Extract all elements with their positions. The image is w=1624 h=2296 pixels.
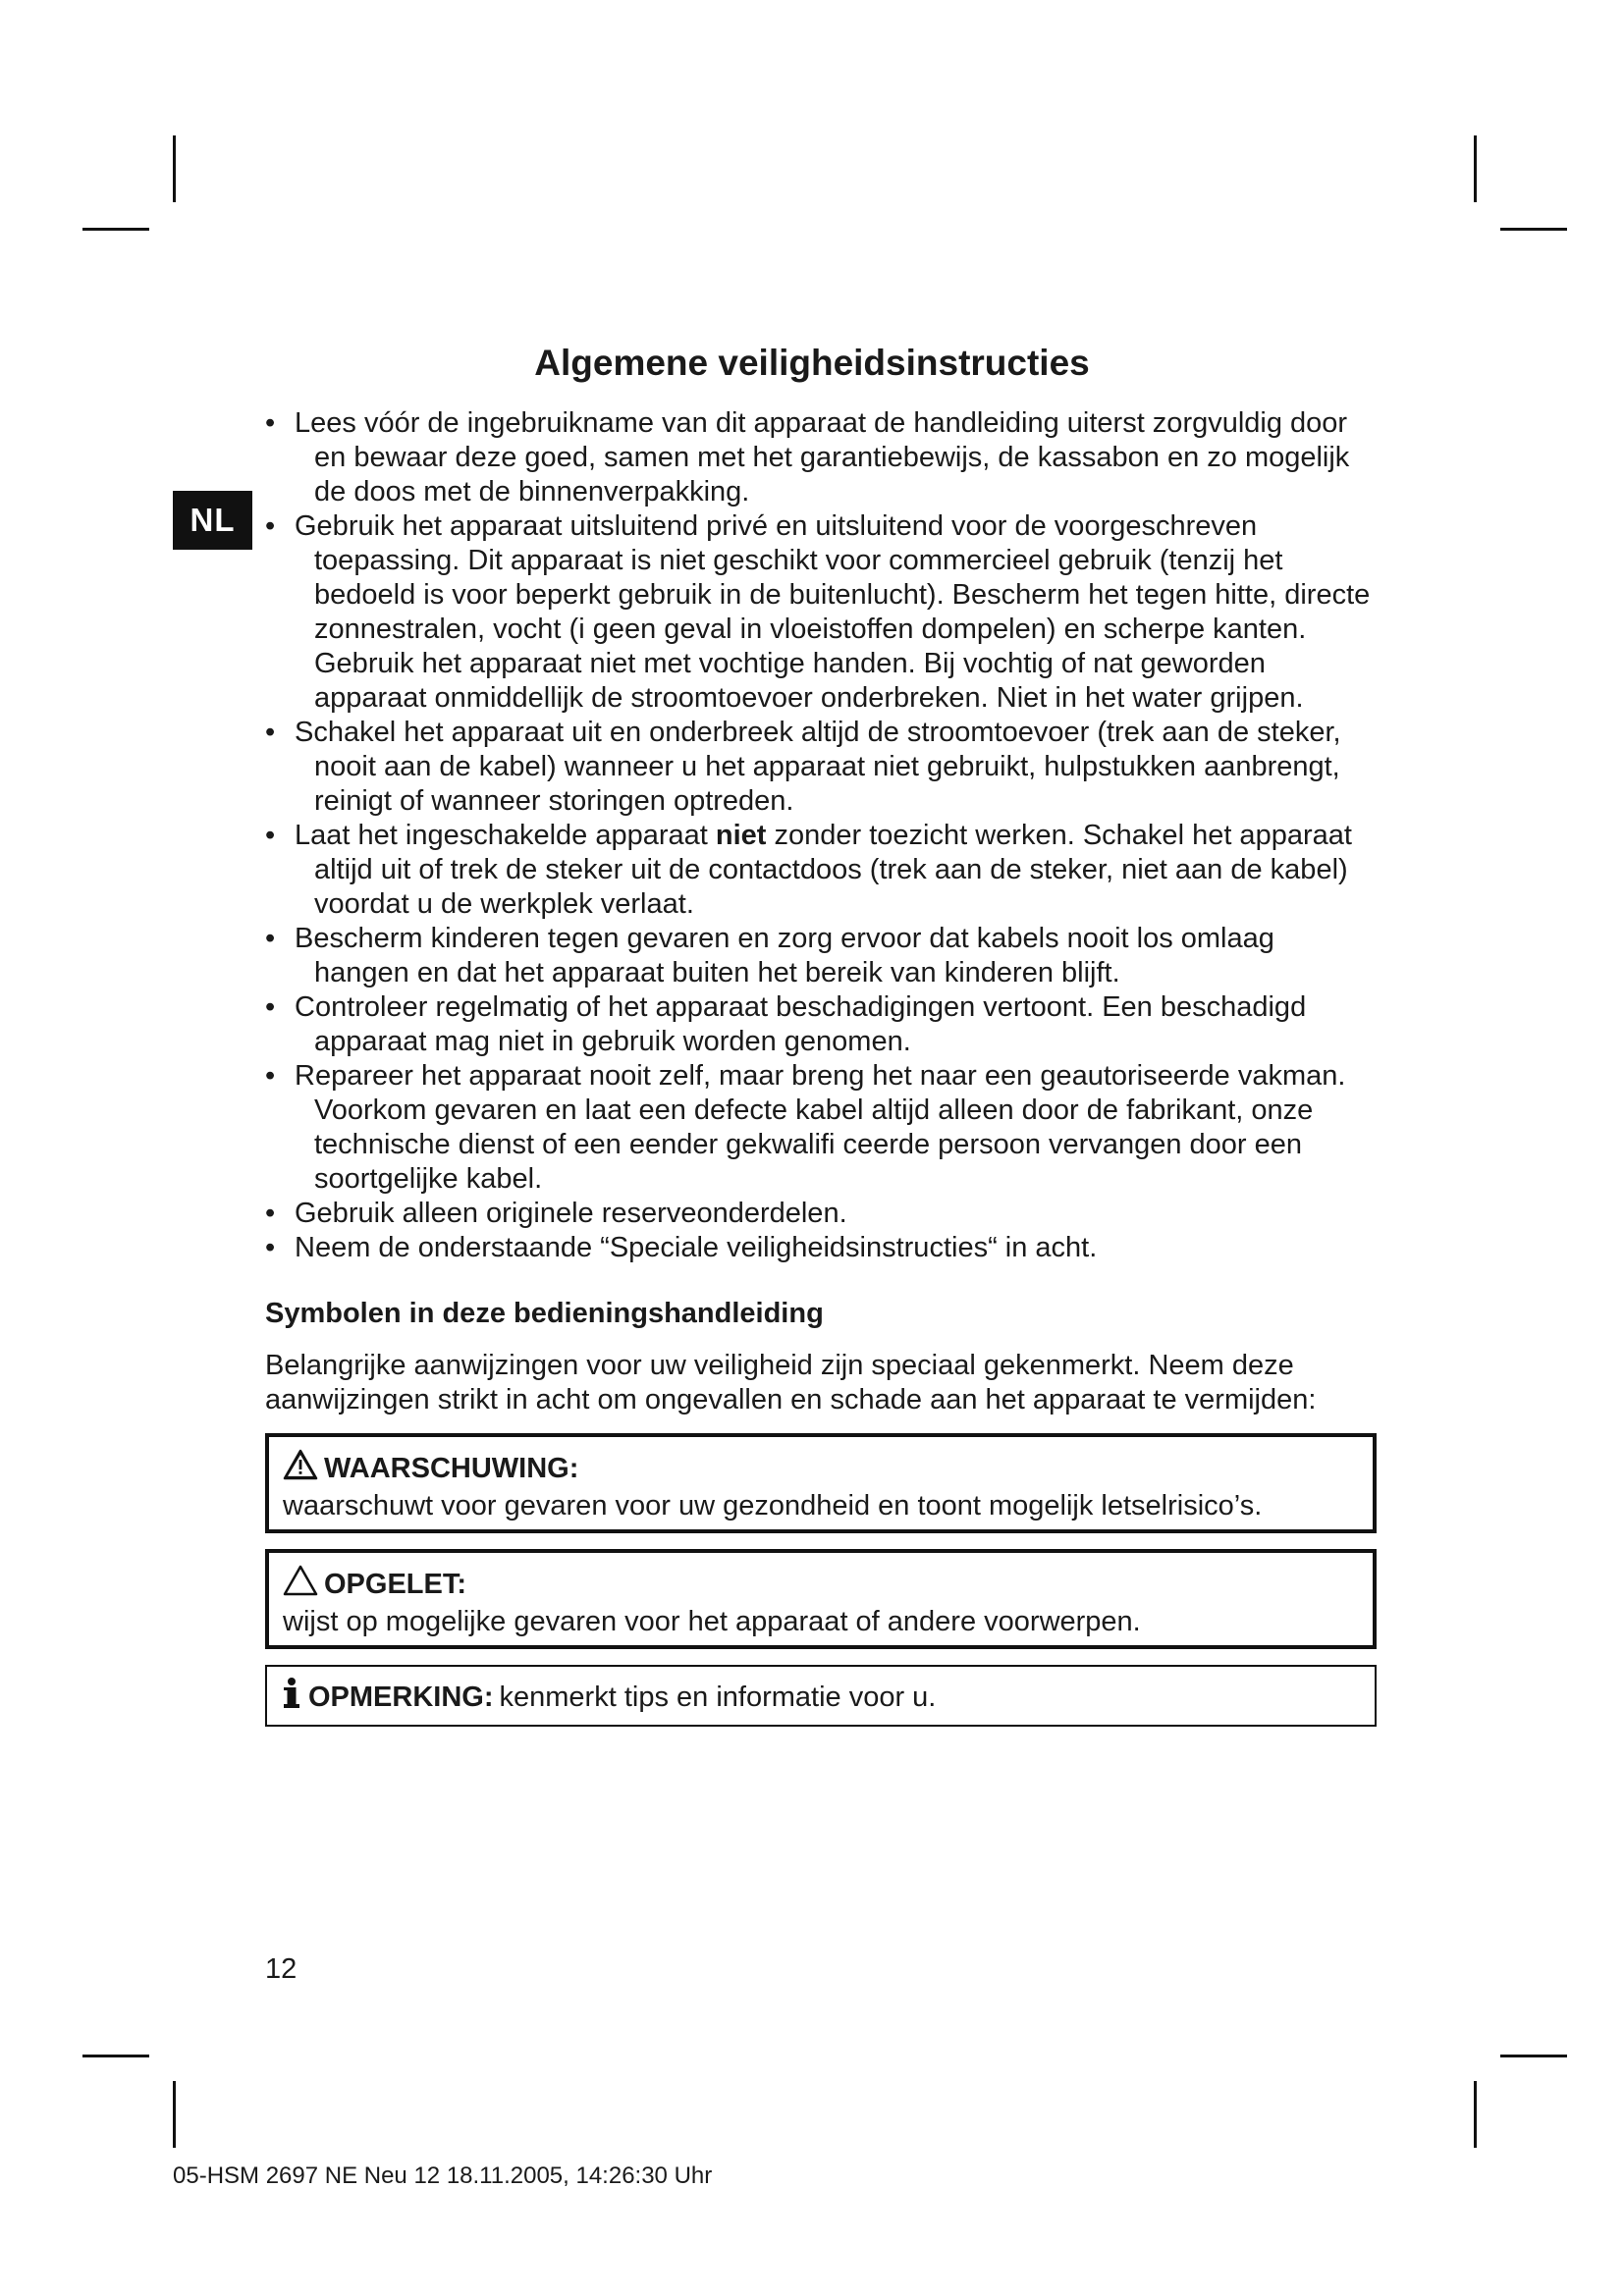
bullet-icon: •: [265, 407, 276, 439]
bullet-icon: •: [265, 510, 276, 542]
note-box: [265, 1665, 1377, 1727]
print-footer: 05-HSM 2697 NE Neu 12 18.11.2005, 14:26:30 Uhr: [173, 2163, 713, 2189]
list-item: [265, 509, 1377, 716]
caution-box: [265, 1549, 1377, 1649]
page-number: 12: [265, 1953, 298, 1985]
bullet-icon: •: [265, 717, 276, 748]
list-item-text: Neem de onderstaande “Speciale veiligheidsinstructies“ in acht.: [295, 1232, 1098, 1263]
safety-instructions-list: [265, 406, 1377, 1265]
caution-header: [283, 1565, 1361, 1605]
list-item: [265, 922, 1377, 990]
note-text: kenmerkt tips en informatie voor u.: [499, 1682, 937, 1713]
list-item: [265, 716, 1377, 819]
list-item-text: Lees vóór de ingebruikname van dit apparaat de handleiding uiterst zorgvuldig door en bewaar deze goed, samen met het garantiebewijs, de kassabon en zo mogelijk de doos met de binnenverpakking.: [295, 407, 1350, 507]
crop-mark-bottom-right-horizontal: [1500, 2055, 1567, 2057]
note-line: [281, 1677, 1363, 1719]
list-item-text: Bescherm kinderen tegen gevaren en zorg ervoor dat kabels nooit los omlaag hangen en dat het apparaat buiten het bereik van kinderen blijft.: [295, 923, 1274, 988]
list-item-text: Gebruik alleen originele reserveonderdelen.: [295, 1198, 847, 1229]
bullet-icon: •: [265, 991, 276, 1023]
info-icon: [281, 1677, 302, 1719]
warning-label: WAARSCHUWING:: [324, 1453, 579, 1484]
bullet-icon: •: [265, 1060, 276, 1092]
list-item-text: Schakel het apparaat uit en onderbreek altijd de stroomtoevoer (trek aan de steker, nooit aan de kabel) wanneer u het apparaat niet gebruikt, hulpstukken aanbrengt, reinigt of wanneer storingen optreden.: [295, 717, 1341, 817]
list-item: [265, 406, 1377, 509]
bullet-icon: •: [265, 1232, 276, 1263]
list-item: [265, 1231, 1377, 1265]
list-item-text: Controleer regelmatig of het apparaat beschadigingen vertoont. Een beschadigd apparaat mag niet in gebruik worden genomen.: [295, 991, 1307, 1057]
text-before: Laat het ingeschakelde apparaat: [295, 820, 716, 851]
warning-text: waarschuwt voor gevaren voor uw gezondheid en toont mogelijk letselrisico’s.: [283, 1490, 1263, 1522]
caution-triangle-icon: [283, 1565, 318, 1605]
symbols-heading: Symbolen in deze bedieningshandleiding: [265, 1298, 824, 1329]
warning-triangle-icon: [283, 1449, 318, 1489]
emphasis-text: niet: [715, 820, 767, 851]
bullet-icon: •: [265, 923, 276, 954]
crop-mark-top-right-vertical: [1474, 135, 1477, 202]
list-item: [265, 819, 1377, 922]
crop-mark-bottom-left-horizontal: [82, 2055, 149, 2057]
language-tab: NL: [173, 491, 252, 550]
note-label: OPMERKING:: [308, 1682, 494, 1713]
crop-mark-bottom-left-vertical: [173, 2081, 176, 2148]
crop-mark-top-left-vertical: [173, 135, 176, 202]
list-item-text: Gebruik het apparaat uitsluitend privé en uitsluitend voor de voorgeschreven toepassing. Dit apparaat is niet geschikt voor commercieel gebruik (tenzij het bedoeld is voor beperkt gebruik in de buitenlucht). Bescherm het tegen hitte, directe zonnestralen, vocht (i geen geval in vloeistoffen dompelen) en scherpe kanten. Gebruik het apparaat niet met vochtige handen. Bij vochtig of nat geworden apparaat onmiddellijk de stroomtoevoer onderbreken. Niet in het water grijpen.: [295, 510, 1371, 714]
list-item: [265, 1059, 1377, 1197]
caution-label: OPGELET:: [324, 1569, 467, 1600]
warning-header: [283, 1449, 1361, 1489]
crop-mark-bottom-right-vertical: [1474, 2081, 1477, 2148]
list-item: [265, 1197, 1377, 1231]
list-item-text: [295, 820, 1352, 920]
text-after: zonder toezicht werken. Schakel het apparaat altijd uit of trek de steker uit de contactdoos (trek aan de steker, niet aan de kabel) voordat u de werkplek verlaat.: [314, 820, 1352, 920]
main-content: [265, 406, 1377, 1727]
crop-mark-top-right-horizontal: [1500, 228, 1567, 231]
crop-mark-top-left-horizontal: [82, 228, 149, 231]
list-item: [265, 990, 1377, 1059]
page-title: Algemene veiligheidsinstructies: [534, 343, 1090, 383]
warning-box: [265, 1433, 1377, 1533]
symbols-intro: Belangrijke aanwijzingen voor uw veiligheid zijn speciaal gekenmerkt. Neem deze aanwijzingen strikt in acht om ongevallen en schade aan het apparaat te vermijden:: [265, 1350, 1317, 1415]
bullet-icon: •: [265, 820, 276, 851]
list-item-text: Repareer het apparaat nooit zelf, maar breng het naar een geautoriseerde vakman. Voorkom gevaren en laat een defecte kabel altijd alleen door de fabrikant, onze technische dienst of een eender gekwalifi ceerde persoon vervangen door een soortgelijke kabel.: [295, 1060, 1346, 1195]
bullet-icon: •: [265, 1198, 276, 1229]
caution-text: wijst op mogelijke gevaren voor het apparaat of andere voorwerpen.: [283, 1606, 1141, 1637]
